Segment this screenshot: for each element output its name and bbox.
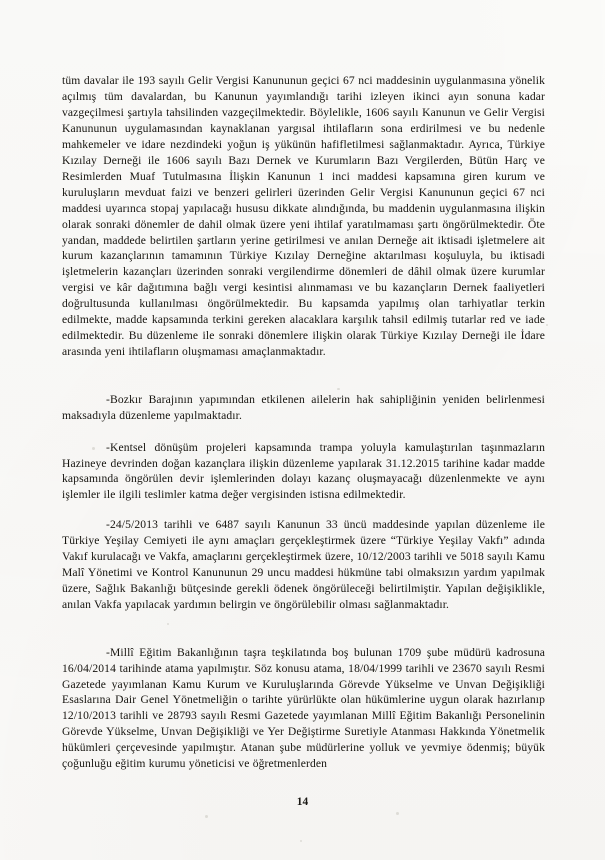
paragraph-continued-1606: tüm davalar ile 193 sayılı Gelir Vergisi Kanununun geçici 67 nci maddesinin uygulanmasına yönelik açılmış tüm davalardan, bu Kanunun yayımlandığı tarihi izleyen ikinci ayın sonuna kadar vazgeçilmesi şartıyla tahsilinden vazgeçilmektedir. Böylelikle, 1606 sayılı Kanunun ve Gelir Vergisi Kanununun uygulamasından kaynaklanan yargısal ihtilafların sona erdirilmesi ve bu nedenle mahkemeler ve idare nezdindeki yoğun iş yükünün hafifletilmesi sağlanmaktadır. Ayrıca, Türkiye Kızılay Derneği ile 1606 sayılı Bazı Dernek ve Kurumların Bazı Vergilerden, Bütün Harç ve Resimlerden Muaf Tutulmasına İlişkin Kanunun 1 inci maddesi kapsamına giren kurum ve kuruluşların mevduat faizi ve benzeri gelirleri üzerinden Gelir Vergisi Kanununun geçici 67 nci maddesi uyarınca stopaj yapılacağı hususu dikkate alındığında, bu maddenin uygulanmasına ilişkin olarak sonraki dönemler de dahil olmak üzere yeni ihtilaf yaratılmaması şartı öngörülmektedir. Öte yandan, maddede belirtilen şartların yerine getirilmesi ve anılan Derneğe ait iktisadi işletmelere ait kurum kazançlarının tamamının Türkiye Kızılay Derneğine aktarılması koşuluyla, bu iktisadi işletmelerin kazançları üzerinden sonraki vergilendirme dönemleri de dâhil olmak üzere kurumlar vergisi ve kâr dağıtımına bağlı vergi kesintisi alınmaması ve bu kazançların Dernek faaliyetleri doğrultusunda kullanılması öngörülmektedir. Bu kapsamda yapılmış olan tarhiyatlar terkin edilmekte, madde kapsamında terkini gereken alacaklara karşılık tahsil edilmiş tutarlar red ve iade edilmektedir. Bu düzenleme ile sonraki dönemlere ilişkin olarak Türkiye Kızılay Derneği ile İdare arasında yeni ihtilafların oluşmaması amaçlanmaktadır. <box>62 74 545 359</box>
paragraph-bozkir-baraji: -Bozkır Barajının yapımından etkilenen ailelerin hak sahipliğinin yeniden belirlenmesi maksadıyla düzenleme yapılmaktadır. <box>62 392 545 422</box>
paragraph-milli-egitim: -Millî Eğitim Bakanlığının taşra teşkilatında boş bulunan 1709 şube müdürü kadrosuna 16/04/2014 tarihinde atama yapılmıştır. Söz konusu atama, 18/04/1999 tarihli ve 23670 sayılı Resmi Gazetede yayımlanan Kamu Kurum ve Kuruluşlarında Görevde Yükselme ve Unvan Değişikliği Esaslarına Dair Genel Yönetmeliğin o tarihte yürürlükte olan hükümlerine uygun olarak hazırlanıp 12/10/2013 tarihli ve 28793 sayılı Resmi Gazetede yayımlanan Millî Eğitim Bakanlığı Personelinin Görevde Yükselme, Unvan Değişikliği ve Yer Değiştirme Suretiyle Atanması Hakkında Yönetmelik hükümleri çerçevesinde yapılmıştır. Atanan şube müdürlerine yolluk ve yevmiye ödenmiş; büyük çoğunluğu eğitim kurumu yöneticisi ve öğretmenlerden <box>62 645 545 771</box>
paragraph-kentsel-donusum: -Kentsel dönüşüm projeleri kapsamında trampa yoluyla kamulaştırılan taşınmazların Hazineye devrinden doğan kazançlara ilişkin düzenleme yapılarak 31.12.2015 tarihine kadar madde kapsamında öngörülen devir işlemlerinden dolayı kazanç oluşmayacağı düzenlenmekte ve aynı işlemler ile ilgili teslimler katma değer vergisinden istisna edilmektedir. <box>62 440 545 502</box>
paragraph-yesilay-vakfi: -24/5/2013 tarihli ve 6487 sayılı Kanunun 33 üncü maddesinde yapılan düzenleme ile Türkiye Yeşilay Cemiyeti ile aynı amaçları gerçekleştirmek üzere “Türkiye Yeşilay Vakfı” adında Vakıf kurulacağı ve Vakfa, amaçlarını gerçekleştirmek üzere, 10/12/2003 tarihli ve 5018 sayılı Kamu Malî Yönetimi ve Kontrol Kanununun 29 uncu maddesi hükmüne tabi olmaksızın yardım yapılmak üzere, Sağlık Bakanlığı bütçesinde gerekli ödenek öngörüleceği belirtilmiştir. Yapılan değişiklikle, anılan Vakfa yapılacak yardımın belirgin ve öngörülebilir olması sağlanmaktadır. <box>62 518 545 612</box>
document-body <box>62 73 545 772</box>
page-number: 14 <box>296 796 309 808</box>
